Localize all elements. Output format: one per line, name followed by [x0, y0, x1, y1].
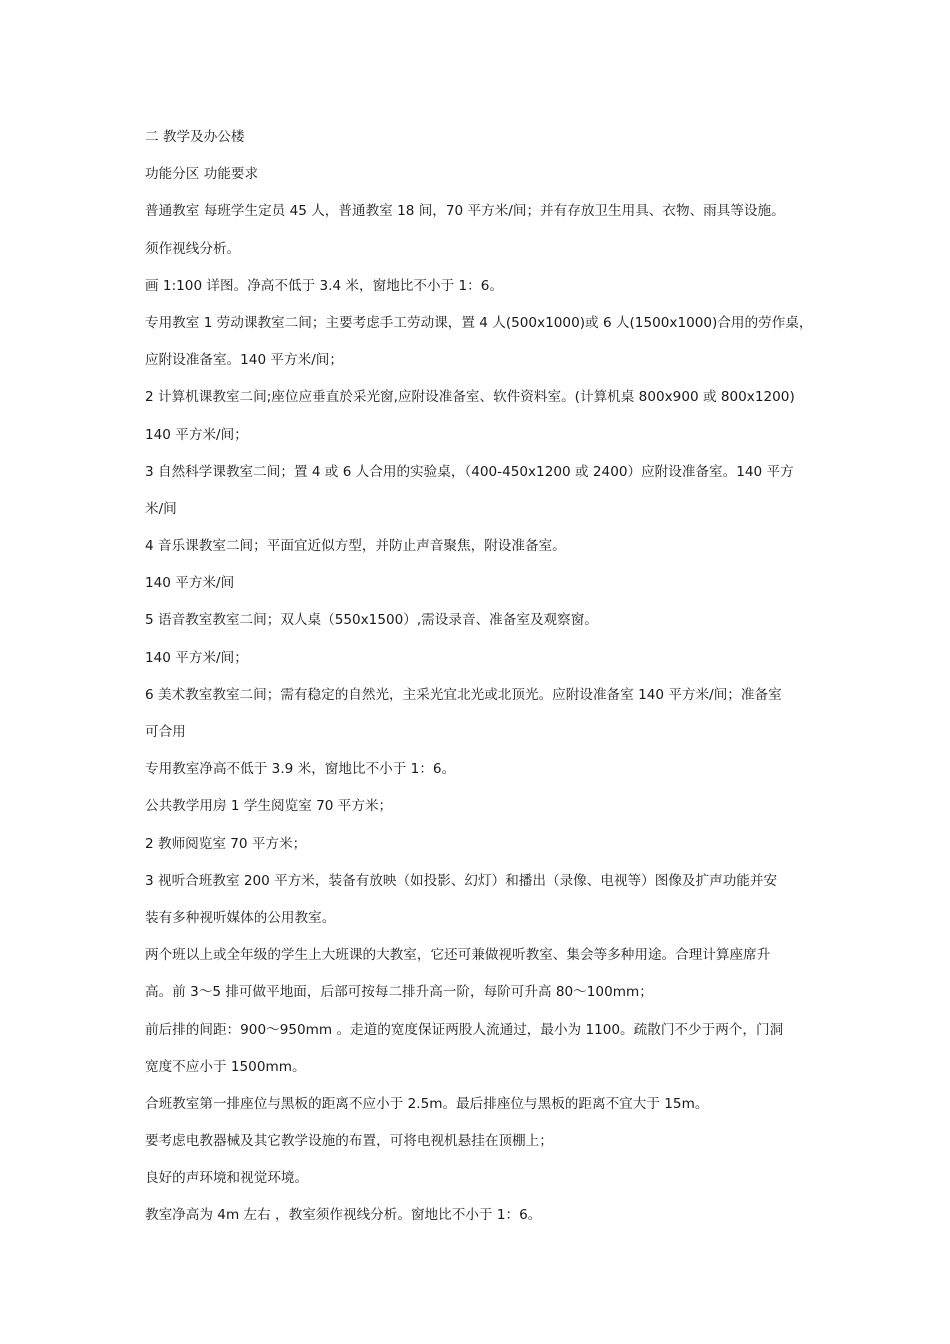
text-line: 140 平方米/间 [145, 575, 235, 592]
text-line: 高。前 3～5 排可做平地面，后部可按每二排升高一阶，每阶可升高 80～100mm； [145, 984, 653, 1001]
text-line: 6 美术教室教室二间；需有稳定的自然光，主采光宜北光或北顶光。应附设准备室 140 平方米/间；准备室 [145, 686, 782, 703]
text-line: 画 1:100 详图。净高不低于 3.4 米，窗地比不小于 1：6。 [145, 277, 503, 294]
text-line: 良好的声环境和视觉环境。 [145, 1170, 309, 1187]
text-line: 公共教学用房 1 学生阅览室 70 平方米； [145, 798, 393, 815]
text-line: 140 平方米/间； [145, 649, 248, 666]
text-line: 合班教室第一排座位与黑板的距离不应小于 2.5m。最后排座位与黑板的距离不宜大于 15m。 [145, 1095, 709, 1112]
text-line: 教室净高为 4m 左右 ，教室须作视线分析。窗地比不小于 1：6。 [145, 1207, 542, 1224]
text-line: 应附设准备室。140 平方米/间； [145, 352, 343, 369]
text-line: 可合用 [145, 724, 186, 740]
text-line: 两个班以上或全年级的学生上大班课的大教室，它还可兼做视听教室、集会等多种用途。合理计算座席升 [145, 947, 771, 964]
text-line: 4 音乐课教室二间；平面宜近似方型，并防止声音聚焦，附设准备室。 [145, 538, 566, 555]
section-heading: 二 教学及办公楼 [145, 129, 245, 145]
document-body [145, 128, 815, 1244]
text-line: 须作视线分析。 [145, 240, 241, 257]
text-line: 装有多种视听媒体的公用教室。 [145, 909, 336, 926]
text-line: 140 平方米/间； [145, 426, 248, 443]
text-line: 专用教室 1 劳动课教室二间；主要考虑手工劳动课，置 4 人(500x1000)或 6 人(1500x1000)合用的劳作桌， [145, 314, 813, 331]
text-line: 要考虑电教器械及其它教学设施的布置，可将电视机悬挂在顶棚上； [145, 1133, 553, 1150]
text-line: 宽度不应小于 1500mm。 [145, 1058, 306, 1075]
text-line: 2 教师阅览室 70 平方米； [145, 835, 307, 852]
text-line: 前后排的间距：900～950mm 。走道的宽度保证两股人流通过，最小为 1100。疏散门不少于两个，门洞 [145, 1021, 784, 1038]
text-line: 2 计算机课教室二间;座位应垂直於采光窗,应附设准备室、软件资料室。(计算机桌 800x900 或 800x1200) [145, 389, 795, 406]
text-line: 普通教室 每班学生定员 45 人，普通教室 18 间，70 平方米/间；并有存放卫生用具、衣物、雨具等设施。 [145, 203, 785, 220]
text-line: 3 自然科学课教室二间；置 4 或 6 人合用的实验桌，（400-450x1200 或 2400）应附设准备室。140 平方 [145, 463, 794, 480]
table-header-line: 功能分区 功能要求 [145, 166, 259, 183]
text-line: 5 语音教室教室二间；双人桌（550x1500）,需设录音、准备室及观察窗。 [145, 612, 598, 629]
text-line: 专用教室净高不低于 3.9 米，窗地比不小于 1：6。 [145, 761, 456, 778]
text-line: 3 视听合班教室 200 平方米，装备有放映（如投影、幻灯）和播出（录像、电视等）图像及扩声功能并安 [145, 872, 778, 889]
text-line: 米/间 [145, 500, 177, 517]
